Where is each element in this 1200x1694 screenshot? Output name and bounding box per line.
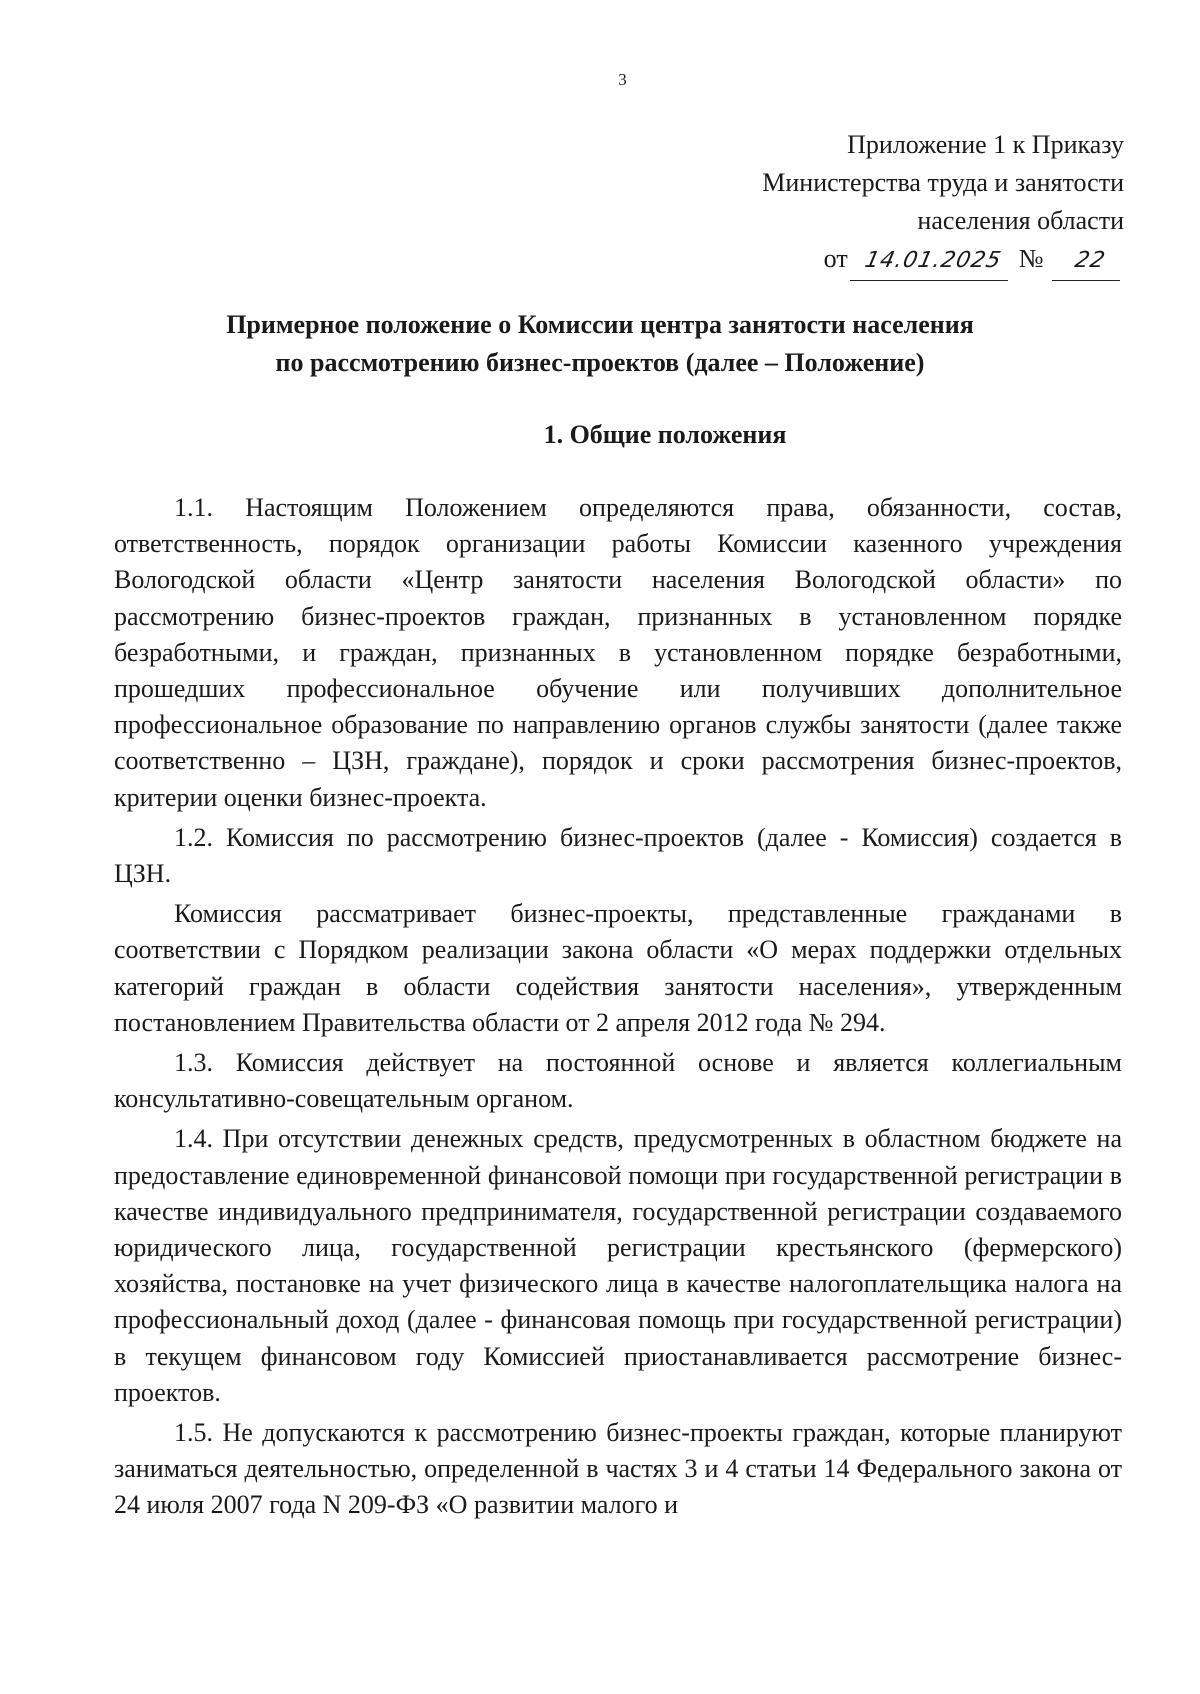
document-title-line-1: Примерное положение о Комиссии центра занятости населения — [226, 310, 974, 339]
handwritten-date: 14.01.2025 — [850, 242, 1016, 281]
document-title — [0, 306, 1200, 382]
appendix-block — [762, 126, 1124, 281]
appendix-line-1: Приложение 1 к Приказу — [847, 130, 1124, 159]
appendix-line-2: Министерства труда и занятости — [762, 168, 1124, 197]
paragraph-1-5: 1.5. Не допускаются к рассмотрению бизнес-проекты граждан, которые планируют заниматься деятельностью, определенной в частях 3 и 4 статьи 14 Федерального закона от 24 июля 2007 года N 209-ФЗ «О развитии малого и — [114, 1418, 1122, 1520]
paragraph-1-3: 1.3. Комиссия действует на постоянной основе и является коллегиальным консультативно-совещательным органом. — [114, 1048, 1122, 1114]
document-title-line-2: по рассмотрению бизнес-проектов (далее – Положение) — [275, 348, 925, 377]
date-prefix: от — [823, 244, 848, 273]
section-heading: 1. Общие положения — [543, 420, 787, 449]
appendix-date-line — [824, 240, 1124, 281]
paragraph-1-2-cont: Комиссия рассматривает бизнес-проекты, представленные гражданами в соответствии с Порядком реализации закона области «О мерах поддержки отдельных категорий граждан в области содействия занятости населения», утвержденным постановлением Правительства области от 2 апреля 2012 года № 294. — [114, 899, 1122, 1037]
paragraph-1-1: 1.1. Настоящим Положением определяются права, обязанности, состав, ответственность, порядок организации работы Комиссии казенного учреждения Вологодской области «Центр занятости населения Вологодской области» по рассмотрению бизнес-проектов граждан, признанных в установленном порядке безработными, и граждан, признанных в установленном порядке безработными, прошедших профессиональное обучение или получивших дополнительное профессиональное образование по направлению органов службы занятости (далее также соответственно – ЦЗН, граждане), порядок и сроки рассмотрения бизнес-проектов, критерии оценки бизнес-проекта. — [114, 493, 1122, 812]
page-number: 3 — [618, 70, 627, 89]
body-text — [114, 490, 1122, 1528]
number-sign: № — [1018, 244, 1044, 273]
appendix-line-3: населения области — [917, 206, 1124, 235]
handwritten-number: 22 — [1052, 242, 1128, 281]
paragraph-1-4: 1.4. При отсутствии денежных средств, предусмотренных в областном бюджете на предоставление единовременной финансовой помощи при государственной регистрации в качестве индивидуального предпринимателя, государственной регистрации создаваемого юридического лица, государственной регистрации крестьянского (фермерского) хозяйства, постановке на учет физического лица в качестве налогоплательщика налога на профессиональный доход (далее - финансовая помощь при государственной регистрации) в текущем финансовом году Комиссией приостанавливается рассмотрение бизнес-проектов. — [114, 1124, 1122, 1407]
paragraph-1-2: 1.2. Комиссия по рассмотрению бизнес-проектов (далее - Комиссия) создается в ЦЗН. — [114, 822, 1122, 889]
